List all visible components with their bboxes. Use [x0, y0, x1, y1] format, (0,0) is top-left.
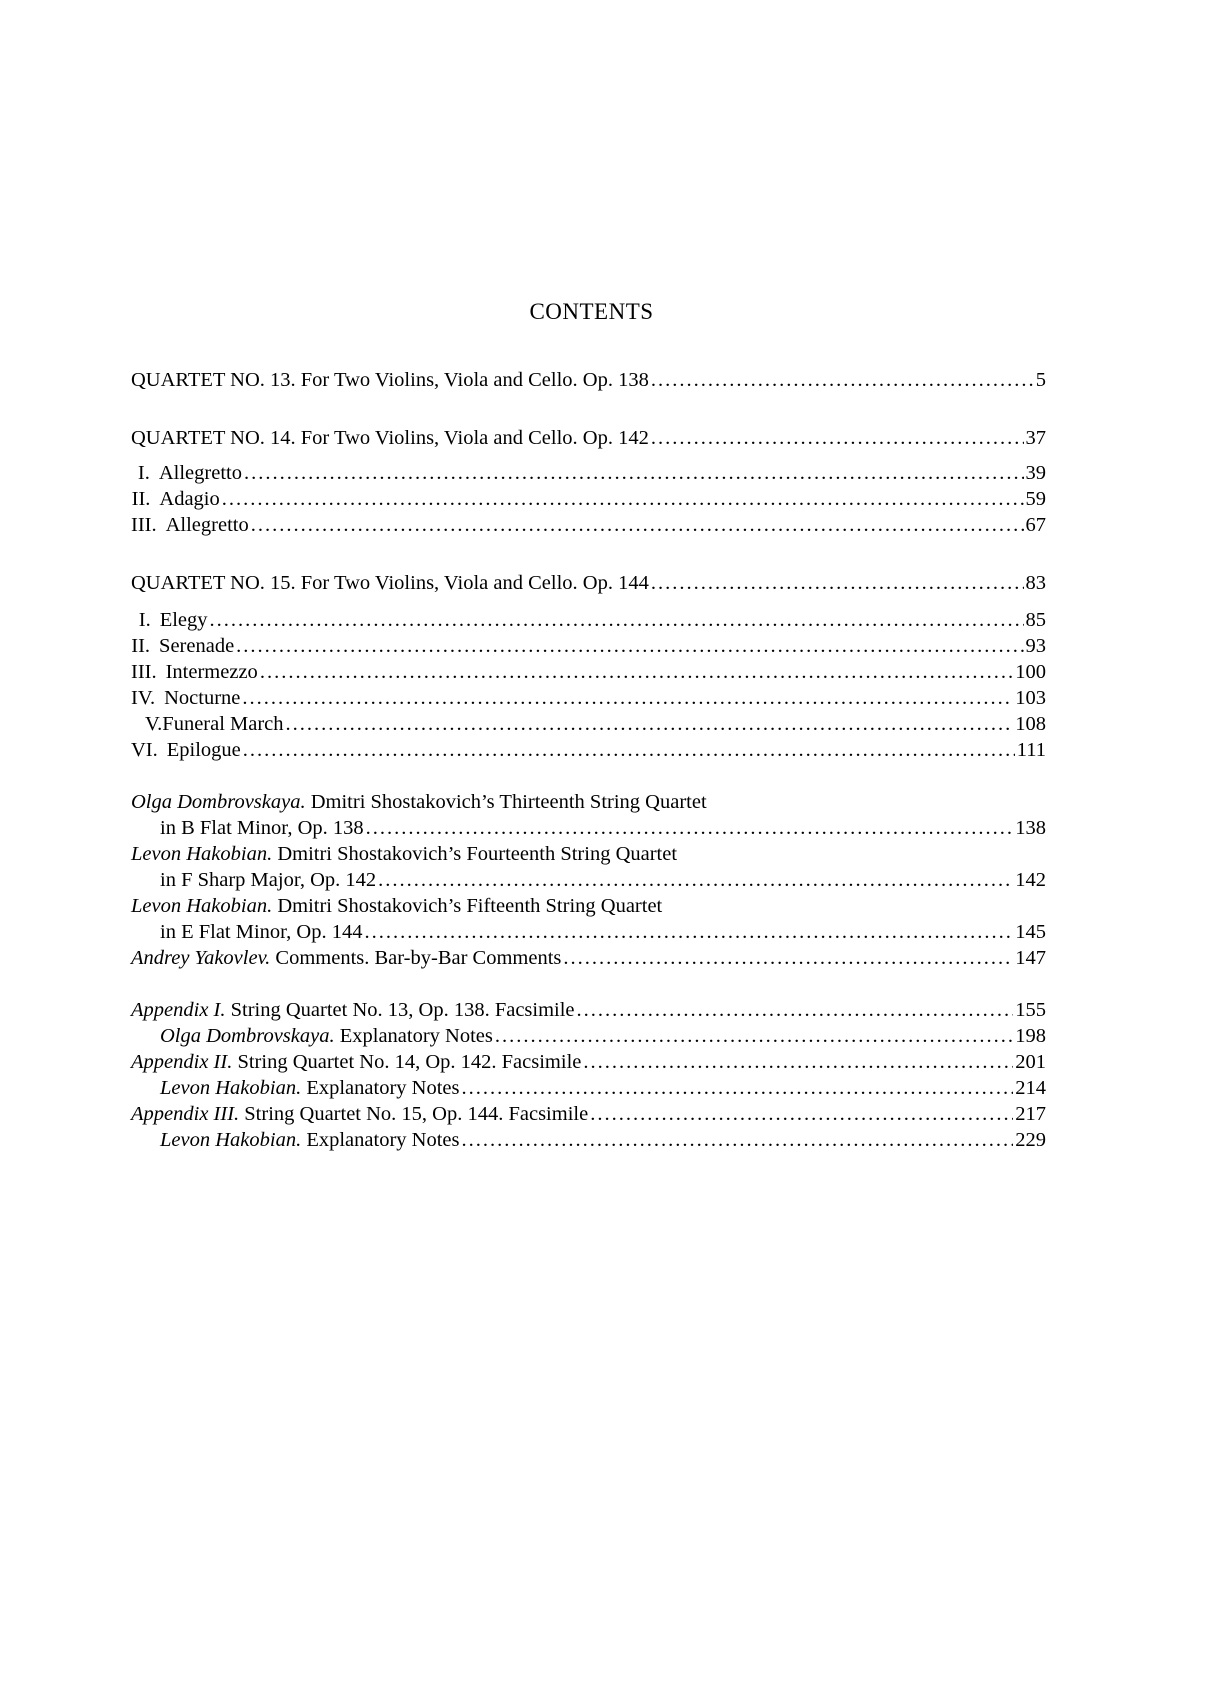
page-number: 217	[1015, 1103, 1046, 1125]
page-number: 67	[1025, 514, 1046, 536]
entry-label: in F Sharp Major, Op. 142	[160, 869, 377, 891]
entry-label: String Quartet No. 13, Op. 138. Facsimile	[225, 999, 575, 1021]
entry-label: QUARTET NO. 15. For Two Violins, Viola and Cello. Op. 144	[131, 572, 649, 594]
author-name: Levon Hakobian.	[160, 1077, 302, 1099]
entry-label: Allegretto	[158, 462, 242, 484]
movement-number: II.	[131, 635, 151, 657]
toc-entry-movement[interactable]	[131, 685, 1046, 711]
page-number: 39	[1025, 462, 1046, 484]
toc-entry-movement[interactable]	[131, 486, 1046, 512]
dot-leader	[244, 460, 1024, 486]
entry-label: Dmitri Shostakovich’s Fifteenth String Quartet	[272, 895, 663, 917]
author-name: Levon Hakobian.	[131, 895, 273, 917]
dot-leader	[242, 685, 1013, 711]
toc-entry-notes[interactable]	[160, 1127, 1046, 1153]
author-name: Levon Hakobian.	[160, 1129, 302, 1151]
entry-label: Serenade	[159, 635, 235, 657]
dot-leader	[286, 711, 1014, 737]
movement-number: I.	[138, 609, 151, 631]
entry-label: Explanatory Notes	[301, 1077, 460, 1099]
toc-entry-quartet-15[interactable]	[131, 570, 1046, 596]
author-name: Olga Dombrovskaya.	[131, 791, 306, 813]
entry-label: Explanatory Notes	[301, 1129, 460, 1151]
dot-leader	[210, 607, 1024, 633]
page-number: 198	[1015, 1025, 1046, 1047]
entry-label: String Quartet No. 14, Op. 142. Facsimile	[232, 1051, 582, 1073]
page-number: 5	[1035, 369, 1046, 391]
entry-label: Epilogue	[166, 739, 241, 761]
entry-label: Allegretto	[165, 514, 249, 536]
appendix-name: Appendix III.	[131, 1103, 240, 1125]
page-number: 85	[1025, 609, 1046, 631]
toc-entry-essay-continued[interactable]	[160, 867, 1046, 893]
toc-entry-notes[interactable]	[160, 1075, 1046, 1101]
toc-entry-movement[interactable]	[131, 737, 1046, 763]
dot-leader	[651, 570, 1024, 596]
page-number: 147	[1015, 947, 1046, 969]
dot-leader	[583, 1049, 1013, 1075]
page-number: 214	[1015, 1077, 1046, 1099]
toc-entry-essay-continued[interactable]	[160, 919, 1046, 945]
entry-label: QUARTET NO. 13. For Two Violins, Viola and Cello. Op. 138	[131, 369, 649, 391]
page-number: 108	[1015, 713, 1046, 735]
entry-label: in B Flat Minor, Op. 138	[160, 817, 364, 839]
toc-entry-movement[interactable]	[131, 460, 1046, 486]
toc-entry-quartet-13[interactable]	[131, 367, 1046, 393]
dot-leader	[563, 945, 1013, 971]
toc-entry-quartet-14[interactable]	[131, 425, 1046, 451]
dot-leader	[366, 815, 1014, 841]
toc-entry-essay-continued[interactable]	[160, 815, 1046, 841]
page-number: 142	[1015, 869, 1046, 891]
dot-leader	[251, 512, 1024, 538]
page-number: 83	[1025, 572, 1046, 594]
movement-number: IV.	[131, 687, 156, 709]
toc-entry-movement[interactable]	[131, 659, 1046, 685]
page-number: 155	[1015, 999, 1046, 1021]
entry-label: Elegy	[159, 609, 208, 631]
dot-leader	[495, 1023, 1013, 1049]
toc-entry-essay[interactable]	[131, 841, 1046, 867]
movement-number: III.	[131, 514, 157, 536]
dot-leader	[364, 919, 1013, 945]
appendix-name: Appendix II.	[131, 1051, 233, 1073]
toc-entry-essay[interactable]	[131, 893, 1046, 919]
dot-leader	[243, 737, 1015, 763]
author-name: Olga Dombrovskaya.	[160, 1025, 335, 1047]
dot-leader	[651, 425, 1024, 451]
entry-label: String Quartet No. 15, Op. 144. Facsimile	[239, 1103, 589, 1125]
page-number: 100	[1015, 661, 1046, 683]
page-number: 145	[1015, 921, 1046, 943]
dot-leader	[461, 1127, 1013, 1153]
entry-label: Comments. Bar-by-Bar Comments	[270, 947, 562, 969]
entry-label: Nocturne	[164, 687, 241, 709]
page-number: 201	[1015, 1051, 1046, 1073]
entry-label: Adagio	[159, 488, 220, 510]
toc-entry-notes[interactable]	[160, 1023, 1046, 1049]
dot-leader	[222, 486, 1024, 512]
toc-entry-essay[interactable]	[131, 789, 1046, 815]
author-name: Levon Hakobian.	[131, 843, 273, 865]
page-title: CONTENTS	[529, 299, 654, 324]
page-number: 59	[1025, 488, 1046, 510]
page-number: 37	[1025, 427, 1046, 449]
toc-entry-appendix[interactable]	[131, 1101, 1046, 1127]
entry-label: Dmitri Shostakovich’s Fourteenth String Quartet	[272, 843, 678, 865]
dot-leader	[651, 367, 1034, 393]
appendix-name: Appendix I.	[131, 999, 226, 1021]
toc-entry-essay[interactable]	[131, 945, 1046, 971]
page-number: 111	[1016, 739, 1046, 761]
dot-leader	[590, 1101, 1013, 1127]
entry-label: QUARTET NO. 14. For Two Violins, Viola and Cello. Op. 142	[131, 427, 649, 449]
movement-number: VI.	[131, 739, 158, 761]
page-number: 229	[1015, 1129, 1046, 1151]
dot-leader	[378, 867, 1013, 893]
movement-number: III.	[131, 661, 157, 683]
entry-label: Intermezzo	[165, 661, 258, 683]
page-number: 103	[1015, 687, 1046, 709]
toc-entry-movement[interactable]	[145, 711, 1046, 737]
dot-leader	[260, 659, 1013, 685]
movement-number: II.	[131, 488, 151, 510]
toc-entry-movement[interactable]	[131, 633, 1046, 659]
entry-label: V.Funeral March	[145, 713, 284, 735]
toc-entry-appendix[interactable]	[131, 997, 1046, 1023]
entry-label: Dmitri Shostakovich’s Thirteenth String Quartet	[305, 791, 707, 813]
entry-label: Explanatory Notes	[334, 1025, 493, 1047]
entry-label: in E Flat Minor, Op. 144	[160, 921, 363, 943]
author-name: Andrey Yakovlev.	[131, 947, 271, 969]
toc-entry-movement[interactable]	[131, 607, 1046, 633]
dot-leader	[577, 997, 1014, 1023]
toc-entry-appendix[interactable]	[131, 1049, 1046, 1075]
dot-leader	[461, 1075, 1013, 1101]
toc-entry-movement[interactable]	[131, 512, 1046, 538]
movement-number: I.	[137, 462, 150, 484]
dot-leader	[236, 633, 1023, 659]
page-number: 93	[1025, 635, 1046, 657]
page-number: 138	[1015, 817, 1046, 839]
